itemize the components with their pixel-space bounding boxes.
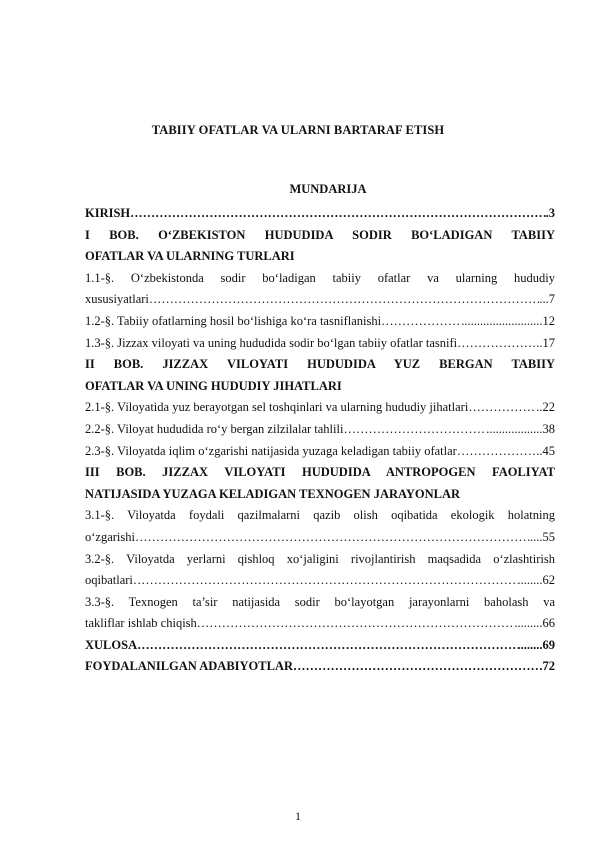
toc-section-3-3[interactable]: 3.3-§. Texnogen ta’sir natijasida sodir bo‘layotgan jarayonlarni baholash va <box>85 594 555 609</box>
toc-section-3-2-cont[interactable]: oqibatlari …………………………………………………………………………………………………………………………………………………………………………………… ........62 <box>85 570 555 592</box>
toc-section-2-3[interactable]: 2.3-§. Viloyatda iqlim o‘zgarishi natijasida yuzaga keladigan tabiiy ofatlar …………………………………………………………………………………………………………………………………………………………………………………… ..45 <box>85 441 555 463</box>
toc-entry-kirish[interactable]: KIRISH …………………………………………………………………………………………………………………………………………………………………………………… .3 <box>85 203 555 225</box>
toc-entry-xulosa[interactable]: XULOSA …………………………………………………………………………………………………………………………………………………………………………………… ........69 <box>85 635 555 657</box>
toc-section-2-2[interactable]: 2.2-§. Viloyat hududida ro‘y bergan zilzilalar tahlili …………………………………………………………………………………………………………………………………………………………………………………… ..................38 <box>85 419 555 441</box>
toc-section-1-3[interactable]: 1.3-§. Jizzax viloyati va uning hududida sodir bo‘lgan tabiiy ofatlar tasnifi …………………………………………………………………………………………………………………………………………………………………………………… ..17 <box>85 333 555 355</box>
table-of-contents <box>85 203 555 678</box>
page-number: 1 <box>295 809 301 823</box>
toc-section-1-1-cont[interactable]: xususiyatlari …………………………………………………………………………………………………………………………………………………………………………………… ...7 <box>85 289 555 311</box>
toc-entry-adabiyotlar[interactable]: FOYDALANILGAN ADABIYOTLAR …………………………………………………………………………………………………………………………………………………………………………………… 72 <box>85 656 555 678</box>
toc-section-1-2[interactable]: 1.2-§. Tabiiy ofatlarning hosil bo‘lishiga ko‘ra tasniflanishi …………………………………………………………………………………………………………………………………………………………………………………… ..........................12 <box>85 311 555 333</box>
toc-section-3-1-cont[interactable]: o‘zgarishi …………………………………………………………………………………………………………………………………………………………………………………… ....55 <box>85 527 555 549</box>
toc-chapter-2-cont[interactable]: OFATLAR VA UNING HUDUDIY JIHATLARI <box>85 378 342 393</box>
toc-section-2-1[interactable]: 2.1-§. Viloyatida yuz berayotgan sel toshqinlari va ularning hududiy jihatlari …………………………………………………………………………………………………………………………………………………………………………………… ..22 <box>85 397 555 419</box>
toc-chapter-3[interactable]: III BOB. JIZZAX VILOYATI HUDUDIDA ANTROPOGEN FAOLIYAT <box>85 465 555 480</box>
toc-section-3-1[interactable]: 3.1-§. Viloyatda foydali qazilmalarni qazib olish oqibatida ekologik holatning <box>85 508 555 523</box>
toc-chapter-3-cont[interactable]: NATIJASIDA YUZAGA KELADIGAN TEXNOGEN JARAYONLAR <box>85 486 461 501</box>
toc-section-1-1[interactable]: 1.1-§. O‘zbekistonda sodir bo‘ladigan tabiiy ofatlar va ularning hududiy <box>85 270 555 285</box>
toc-chapter-2[interactable]: II BOB. JIZZAX VILOYATI HUDUDIDA YUZ BERGAN TABIIY <box>85 357 555 372</box>
document-title: TABIIY OFATLAR VA ULARNI BARTARAF ETISH <box>151 123 445 137</box>
toc-chapter-1[interactable]: I BOB. O‘ZBEKISTON HUDUDIDA SODIR BO‘LADIGAN TABIIY <box>85 227 555 242</box>
toc-chapter-1-cont[interactable]: OFATLAR VA ULARNING TURLARI <box>85 249 295 264</box>
toc-heading: MUNDARIJA <box>289 182 367 196</box>
toc-section-3-3-cont[interactable]: takliflar ishlab chiqish …………………………………………………………………………………………………………………………………………………………………………………… .........66 <box>85 613 555 635</box>
toc-section-3-2[interactable]: 3.2-§. Viloyatda yerlarni qishloq xo‘jaligini rivojlantirish maqsadida o‘zlashtirish <box>85 551 555 566</box>
